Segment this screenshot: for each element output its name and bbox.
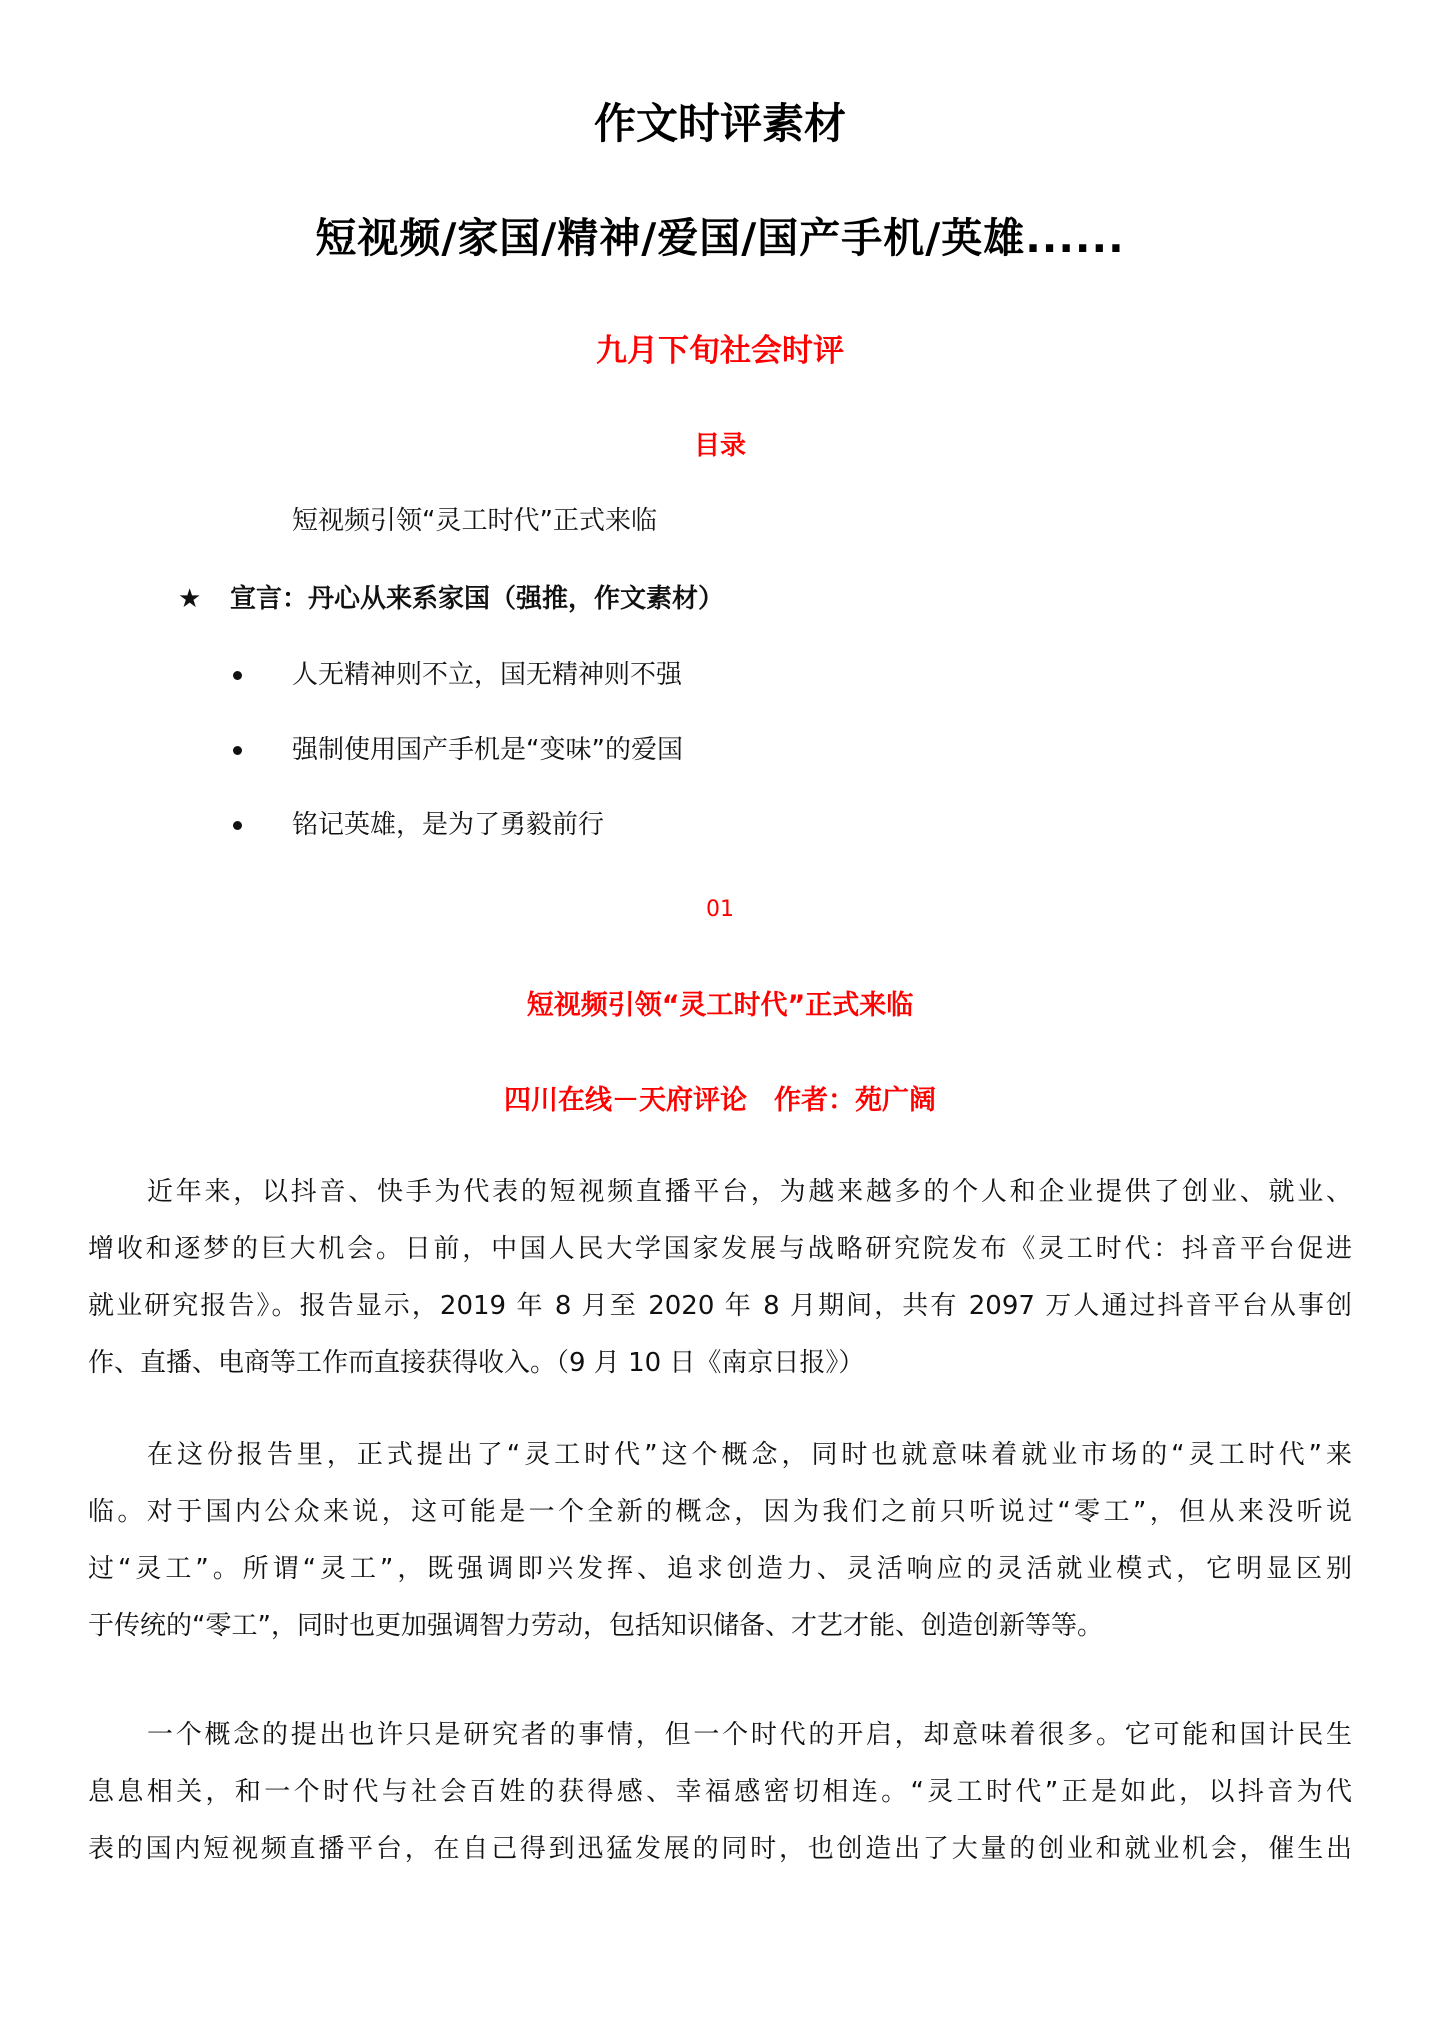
- article-source: 四川在线－天府评论 作者：苑广阔: [504, 1085, 936, 1116]
- paragraph-line: 在这份报告里，正式提出了“灵工时代”这个概念，同时也就意味着就业市场的“灵工时代”来: [147, 1440, 1352, 1470]
- paragraph-line: 过“灵工”。所谓“灵工”，既强调即兴发挥、追求创造力、灵活响应的灵活就业模式，它明显区别: [88, 1554, 1352, 1584]
- paragraph-line: 就业研究报告》。报告显示，2019 年 8 月至 2020 年 8 月期间，共有 2097 万人通过抖音平台从事创: [88, 1291, 1352, 1321]
- paragraph-line: 近年来，以抖音、快手为代表的短视频直播平台，为越来越多的个人和企业提供了创业、就业、: [147, 1177, 1352, 1207]
- bullet-icon: [233, 671, 242, 680]
- toc-item[interactable]: 铭记英雄，是为了勇毅前行: [292, 810, 605, 840]
- toc-item-featured[interactable]: 宣言：丹心从来系家国（强推，作文素材）: [230, 584, 725, 614]
- section-title: 九月下旬社会时评: [596, 333, 844, 369]
- paragraph-line: 临。对于国内公众来说，这可能是一个全新的概念，因为我们之前只听说过“零工”，但从来没听说: [88, 1497, 1352, 1527]
- star-icon: ★: [178, 584, 202, 614]
- article-title: 短视频引领“灵工时代”正式来临: [526, 990, 914, 1021]
- paragraph-line: 增收和逐梦的巨大机会。日前，中国人民大学国家发展与战略研究院发布《灵工时代：抖音平台促进: [88, 1234, 1352, 1264]
- bullet-icon: [233, 746, 242, 755]
- document-title: 作文时评素材: [593, 99, 846, 148]
- paragraph-line: 一个概念的提出也许只是研究者的事情，但一个时代的开启，却意味着很多。它可能和国计民生: [147, 1720, 1352, 1750]
- paragraph-line: 于传统的“零工”，同时也更加强调智力劳动，包括知识储备、才艺才能、创造创新等等。: [88, 1611, 1103, 1641]
- paragraph-line: 息息相关，和一个时代与社会百姓的获得感、幸福感密切相连。“灵工时代”正是如此，以抖音为代: [88, 1777, 1352, 1807]
- toc-item[interactable]: 短视频引领“灵工时代”正式来临: [292, 506, 657, 536]
- toc-item[interactable]: 强制使用国产手机是“变味”的爱国: [292, 735, 683, 765]
- bullet-icon: [233, 821, 242, 830]
- article-paragraph: [88, 1164, 1352, 1392]
- article-paragraph: [88, 1707, 1352, 1878]
- toc-item[interactable]: 人无精神则不立，国无精神则不强: [292, 660, 683, 690]
- document-subtitle: 短视频/家国/精神/爱国/国产手机/英雄......: [315, 214, 1125, 262]
- article-paragraph: [88, 1427, 1352, 1655]
- paragraph-line: 表的国内短视频直播平台，在自己得到迅猛发展的同时，也创造出了大量的创业和就业机会，催生出: [88, 1834, 1352, 1864]
- article-number: 01: [706, 897, 734, 922]
- toc-heading: 目录: [693, 431, 746, 461]
- paragraph-line: 作、直播、电商等工作而直接获得收入。（9 月 10 日《南京日报》）: [88, 1348, 865, 1378]
